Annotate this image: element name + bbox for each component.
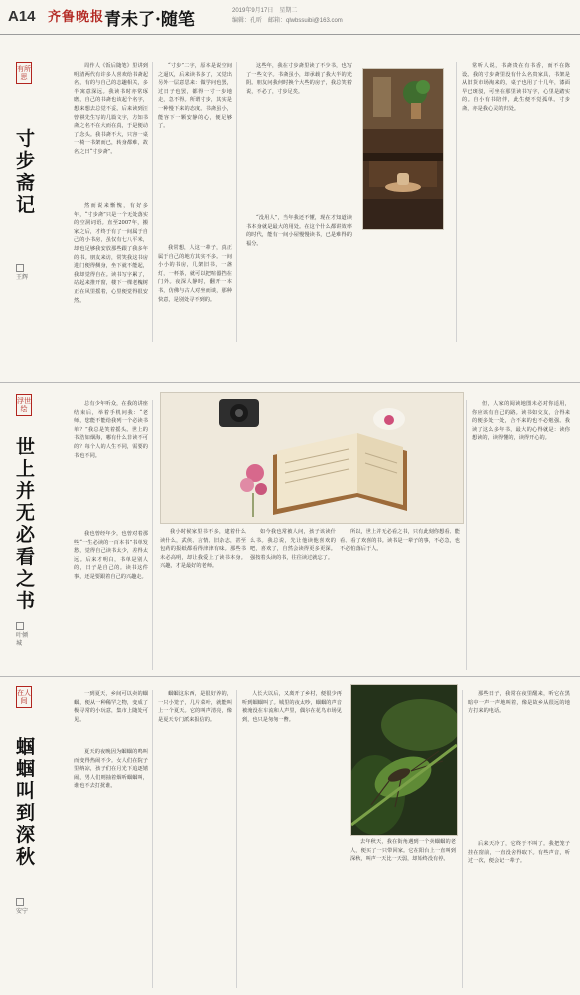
book-still-life-illustration bbox=[161, 393, 463, 523]
article-1-author: 王辉 bbox=[16, 274, 29, 281]
section-title: 青未了·随笔 bbox=[104, 10, 195, 30]
article-separator bbox=[0, 382, 580, 383]
article-1-col-4: 我常想，人这一辈子，真正属于自己的地方其实不多。一间小小的书房，几架旧书，一盏灯，一杯茶，就可以把喧嚣挡在门外。夜深人静时，翻开一本书，仿佛与古人对坐而谈，那种快意，是别处寻不到的。 bbox=[158, 245, 232, 303]
article-2-author: 叶倾城 bbox=[16, 632, 29, 647]
byline-box-icon bbox=[16, 898, 24, 906]
tea-room-illustration bbox=[363, 69, 443, 229]
article-3-col-6: 那些日子，我常在夜里醒来，听它在黑暗中一声一声地叫着，像是故乡从很远的地方打来的电话。 bbox=[468, 691, 570, 715]
article-3-tag: 在人间 bbox=[16, 686, 32, 708]
article-2-headline: 世上并无必看之书 bbox=[16, 436, 36, 612]
article-2-col-5: 所以，世上并无必看之书，只有此刻你想看、能看、看了欢喜的书。读书是一辈子的事，不必急，也不必怕落后于人。 bbox=[340, 529, 460, 553]
masthead bbox=[0, 0, 580, 35]
page-number: A14 bbox=[8, 8, 36, 25]
article-2-col-4: 如今我也常被人问，孩子该读什么书。我总说，先让他读他喜欢的吧，喜欢了，自然会读得更多更深。强按着头读的书，往往读过就忘了。 bbox=[250, 529, 336, 561]
article-3-photo bbox=[350, 684, 458, 836]
article-1-photo bbox=[362, 68, 444, 230]
column-divider bbox=[152, 400, 153, 670]
article-3-col-5: 去年秋天，我在街角遇到一个卖蝈蝈的老人，便买了一只带回家。它在阳台上一直叫到深秋，叫声一天比一天弱，却始终没有停。 bbox=[350, 839, 456, 863]
editor-line: 编辑：孔昕 邮箱：qlwbssuibi@163.com bbox=[232, 18, 343, 24]
article-1-col-6: “没用人”，当年我还不懂，现在才知道读书本身就是最大的用处。在这个什么都讲效率的时代，能有一间小屋慢慢读书，已是难得的福分。 bbox=[246, 215, 352, 247]
article-3-col-4: 人长大以后，又离开了乡村，便很少再听到蝈蝈叫了。城里的夜太吵，蝈蝈的声音被淹没在车流和人声里，偶尔在花鸟市场见到，也只是匆匆一瞥。 bbox=[242, 691, 342, 723]
column-divider bbox=[152, 690, 153, 988]
article-2-col-6: 但，人家的阅读地图未必对你适用，你应该有自己的路。读书如交友，合得来的便多处一处，合不来的也不必勉强。我读了这么多年书，最大的心得就是：读你想读的，读得懂的，读得开心的。 bbox=[472, 401, 570, 442]
article-1-headline: 寸步斋记 bbox=[16, 128, 36, 216]
article-2-tag: 浮世绘 bbox=[16, 394, 32, 416]
article-separator bbox=[0, 676, 580, 677]
article-2-photo bbox=[160, 392, 464, 524]
column-divider bbox=[456, 62, 457, 342]
column-divider bbox=[152, 62, 153, 342]
article-3-col-7: 后来天冷了，它终于不叫了。我把笼子挂在窗前，一直没舍得取下。有些声音，听过一次，便会记一辈子。 bbox=[468, 841, 570, 865]
article-1-col-5: 这些年，我在寸步斋里读了不少书，也写了一些文字。书斋虽小，却承载了我大半的光阴。朋友问我何时换个大些的房子，我总笑着说，不必了，寸步足矣。 bbox=[246, 63, 352, 95]
article-3-col-3: 蝈蝈这东西，是很好养的，一只小笼子，几片菜叶，就能叫上一个夏天。它的叫声清亮，像是夏天专门派来报信的。 bbox=[158, 691, 232, 723]
byline-box-icon bbox=[16, 622, 24, 630]
article-3-headline: 蝈蝈叫到深秋 bbox=[16, 736, 36, 868]
article-1-col-2: 然而说来惭愧，有好多年，“寸步斋”只是一个无处落实的空洞词语。直至2007年，搬家之后，才终于有了一间属于自己的小书房，虽仅有七八平米，却也足够我安放那些跟了我多年的书。朋友来访，常笑我这书房进门便得侧身，坐下就不能起，我却觉得自在。读书写字累了，站起来推开窗，楼下一棵老槐树正在风里摇着，心里便觉得很安然。 bbox=[74, 203, 148, 304]
article-3-side bbox=[0, 680, 60, 990]
article-2-side bbox=[0, 386, 60, 686]
article-1-side bbox=[0, 38, 60, 378]
article-3-author: 安宁 bbox=[16, 908, 29, 915]
byline-box-icon bbox=[16, 264, 24, 272]
article-1-tag: 有所思 bbox=[16, 62, 32, 84]
article-1-byline bbox=[16, 264, 28, 282]
issue-date: 2019年9月17日 星期二 bbox=[232, 8, 298, 14]
article-3-col-2: 夏天的夜晚因为蝈蝈的鸣叫而变得热闹不少。女人们在院子里纳凉，孩子们在月光下追逐嬉闹，男人们则抽着烟听蝈蝈叫，谁也不去打扰谁。 bbox=[74, 749, 148, 790]
article-2-col-3: 我小时候家里书不多，逮着什么读什么，武侠、言情、旧杂志，甚至包药的报纸都看得津津有味。那些书未必高明，却让我爱上了读书本身。兴趣，才是最好的老师。 bbox=[160, 529, 246, 570]
column-divider bbox=[462, 690, 463, 988]
article-1-col-3: “寸步”二字，原本是说空间之逼仄，后来读书多了，又觉出另外一层意思来：做学问也罢，过日子也罢，都得一寸一步地走，急不得。所谓寸步，其实是一种慢下来的态度。书斋虽小，能容下一颗安静的心，便足够了。 bbox=[158, 63, 232, 130]
column-divider bbox=[236, 690, 237, 988]
article-3-byline bbox=[16, 898, 28, 916]
article-1-col-1: 周作人《饭后随笔》里讲到明清两代有许多人喜欢给书斋起名，有的与自己的志趣相关，多半寓意深远。我读书时亦常琢磨，自己的书斋也该起个名字，想来想去总觉不妥。后来读到汪曾祺先生写的几篇文字，方知书斋之名不在大而在真，于是便动了念头。我书斋不大，只容一桌一椅一书架而已，转身都难，故名之曰“寸步斋”。 bbox=[74, 63, 148, 155]
article-2-col-2: 我也曾经年少，也曾对着那些“一生必读的一百本书”书单发愁，觉得自己读书太少，差得太远。后来才明白，书单是别人的，日子是自己的。读书这件事，还是要跟着自己的兴趣走。 bbox=[74, 531, 148, 580]
column-divider bbox=[466, 400, 467, 670]
masthead-meta bbox=[232, 6, 343, 26]
article-2-col-1: 总有少年听众，在我的讲座结束后，举着手机问我：“老师，您能不能给我列一个必读书单？”我总是笑着摇头。世上的书浩如烟海，哪有什么非读不可的？每个人的人生不同，需要的书也不同。 bbox=[74, 401, 148, 459]
katydid-illustration bbox=[351, 685, 457, 835]
article-1-col-7: 常听人说，书斋贵在有书香，而不在陈设。我的寸步斋里没有什么名贵家具，书架是从旧货市场淘来的，桌子也用了十几年，漆面早已斑驳，可坐在那里读书写字，心里是踏实的。自小有书陪伴，此生便不觉孤单。寸步斋，亦是我心灵的归处。 bbox=[462, 63, 570, 112]
newspaper-logo: 齐鲁晚报 bbox=[48, 10, 105, 25]
article-2-byline bbox=[16, 622, 28, 648]
column-divider bbox=[236, 62, 237, 342]
article-3-col-1: 一到夏天，乡间可以卖的蝈蝈，便从一种稀罕之物，变成了极寻常的小玩意，集市上随处可见。 bbox=[74, 691, 148, 723]
